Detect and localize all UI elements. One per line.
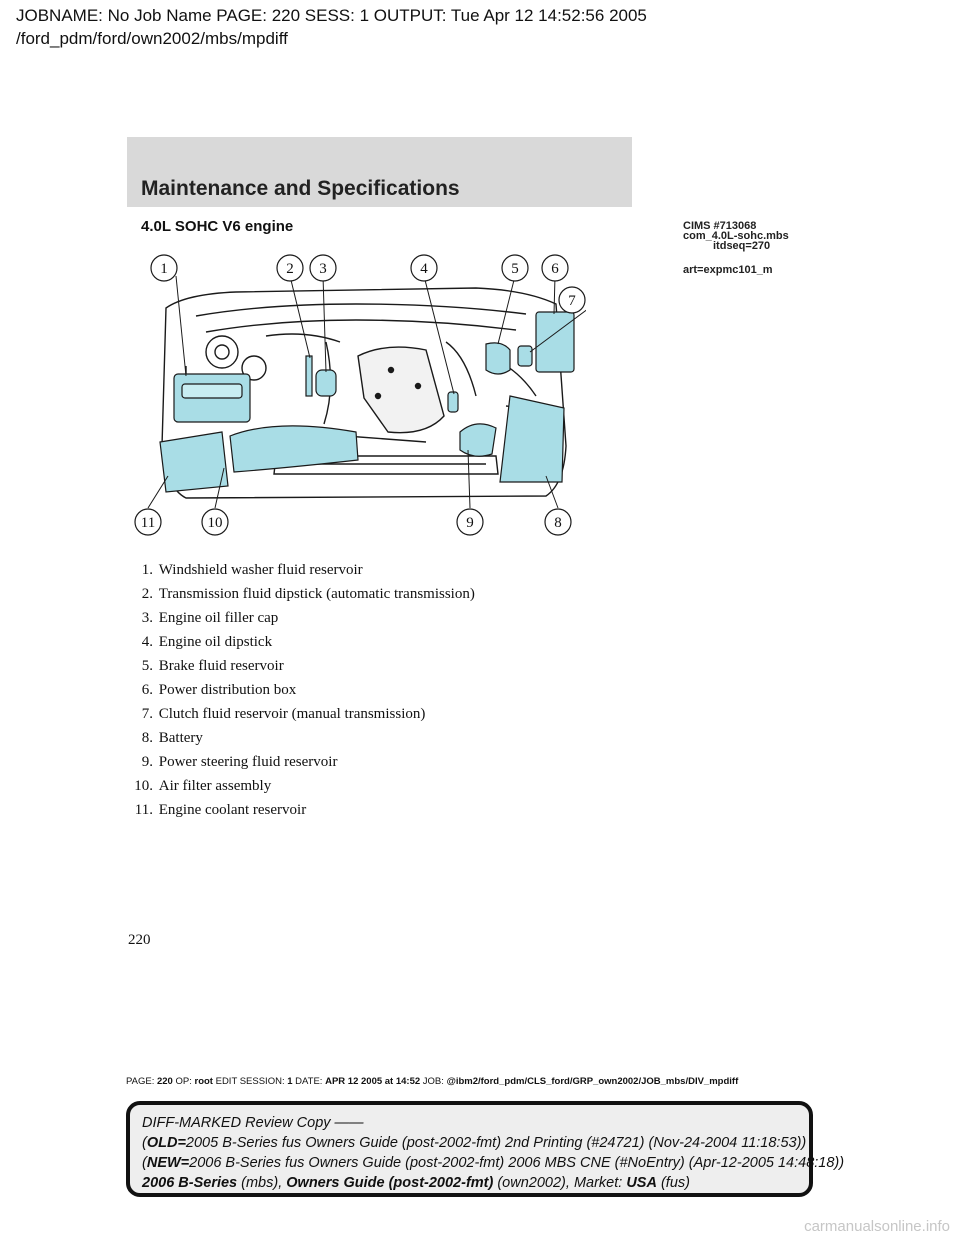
list-item (121, 654, 475, 678)
trans-dipstick-shape (306, 356, 312, 396)
callout-3 (310, 255, 336, 281)
callout-11-label: 11 (140, 515, 156, 531)
callout-11 (135, 509, 161, 535)
air-filter-shape (230, 426, 358, 472)
list-item (121, 558, 475, 582)
footer-op-label: OP: (175, 1076, 192, 1087)
list-item-label: Clutch fluid reservoir (manual transmission) (158, 706, 426, 722)
list-item-number: 8. (141, 730, 153, 746)
ps-reservoir-shape (460, 424, 496, 456)
callout-10-label: 10 (207, 515, 223, 531)
diff-new-value: 2006 B-Series fus Owners Guide (post-2002-fmt) 2006 MBS CNE (#NoEntry) (Apr-12-2005 14:48:18)) (189, 1155, 845, 1171)
list-item-number: 1. (141, 562, 153, 578)
job-header-line-2: /ford_pdm/ford/own2002/mbs/mpdiff (16, 29, 288, 48)
list-item-label: Brake fluid reservoir (158, 658, 284, 674)
list-item-label: Transmission fluid dipstick (automatic transmission) (158, 586, 475, 602)
callout-7-label: 7 (568, 293, 576, 309)
callout-8-label: 8 (554, 515, 562, 531)
callout-5 (502, 255, 528, 281)
diff-old-value: 2005 B-Series fus Owners Guide (post-2002-fmt) 2nd Printing (#24721) (Nov-24-2004 11:18:53)) (185, 1135, 807, 1151)
oil-dipstick-shape (448, 392, 458, 412)
diff-market-label: Market: (573, 1175, 627, 1191)
list-item-label: Windshield washer fluid reservoir (158, 562, 363, 578)
callout-10 (202, 509, 228, 535)
list-item (121, 582, 475, 606)
job-header (16, 4, 916, 50)
callout-9 (457, 509, 483, 535)
callout-9-label: 9 (466, 515, 474, 531)
art-reference: art=expmc101_m (683, 264, 773, 276)
footer-session-label: EDIT SESSION: (215, 1076, 285, 1087)
diff-guide: Owners Guide (post-2002-fmt) (286, 1175, 494, 1191)
cims-seq: itdseq=270 (713, 240, 771, 252)
callout-1-label: 1 (160, 261, 168, 277)
battery-shape (500, 396, 564, 482)
list-item-label: Engine oil filler cap (158, 610, 279, 626)
oil-filler-cap-shape (316, 370, 336, 396)
section-banner (127, 137, 632, 207)
list-item-label: Engine coolant reservoir (158, 802, 307, 818)
list-item-number: 10. (134, 778, 153, 794)
diff-new-label: NEW= (146, 1155, 190, 1171)
callout-2-label: 2 (286, 261, 294, 277)
callout-8 (545, 509, 571, 535)
callout-1 (151, 255, 177, 281)
list-item-number: 9. (141, 754, 153, 770)
diff-meta-line (142, 1173, 797, 1193)
engine-diagram-svg (126, 246, 586, 546)
list-item-label: Power distribution box (158, 682, 297, 698)
cims-note (683, 221, 883, 251)
footer-date-label: DATE: (295, 1076, 323, 1087)
diff-old-label: OLD= (146, 1135, 186, 1151)
list-item (121, 750, 475, 774)
list-item-number: 7. (141, 706, 153, 722)
footer-page-value: 220 (156, 1076, 173, 1087)
callout-4 (411, 255, 437, 281)
list-item (121, 606, 475, 630)
footer-job-value: @ibm2/ford_pdm/CLS_ford/GRP_own2002/JOB_mbs/DIV_mpdiff (446, 1076, 739, 1087)
list-item-label: Engine oil dipstick (158, 634, 273, 650)
callout-5-label: 5 (511, 261, 519, 277)
callout-3-label: 3 (319, 261, 327, 277)
engine-subheading: 4.0L SOHC V6 engine (141, 218, 294, 235)
diff-old-line: (OLD=2005 B-Series fus Owners Guide (post-2002-fmt) 2nd Printing (#24721) (Nov-24-2004 11:18:53)) (142, 1135, 807, 1151)
list-item-number: 6. (141, 682, 153, 698)
list-item (121, 702, 475, 726)
list-item (121, 798, 475, 822)
list-item-number: 2. (141, 586, 153, 602)
engine-diagram (126, 246, 586, 546)
footer-date-value: APR 12 2005 at 14:52 (325, 1076, 421, 1087)
watermark: carmanualsonline.info (804, 1218, 950, 1235)
diff-market-value: USA (626, 1175, 657, 1191)
callout-4-label: 4 (420, 261, 428, 277)
list-item-label: Power steering fluid reservoir (158, 754, 338, 770)
list-item (121, 678, 475, 702)
cims-id: CIMS #713068 (683, 220, 757, 232)
distribution-box-shape (536, 312, 574, 372)
clutch-reservoir-shape (518, 346, 532, 366)
diff-title: DIFF-MARKED Review Copy —— (142, 1115, 364, 1131)
diff-model: 2006 B-Series (142, 1175, 238, 1191)
diff-guide-code: (own2002), (493, 1175, 574, 1191)
list-item (121, 630, 475, 654)
diff-market-code: (fus) (656, 1175, 690, 1191)
list-item-number: 5. (141, 658, 153, 674)
parts-list (121, 558, 475, 822)
list-item-label: Air filter assembly (158, 778, 272, 794)
job-header-line-1: JOBNAME: No Job Name PAGE: 220 SESS: 1 OUTPUT: Tue Apr 12 14:52:56 2005 (16, 6, 647, 25)
callout-7 (559, 287, 585, 313)
page-number: 220 (128, 932, 151, 948)
print-footer (126, 1076, 946, 1087)
footer-op-value: root (194, 1076, 213, 1087)
list-item (121, 774, 475, 798)
footer-job-label: JOB: (422, 1076, 444, 1087)
section-title: Maintenance and Specifications (141, 177, 460, 200)
callout-6-label: 6 (551, 261, 559, 277)
cims-file: com_4.0L-sohc.mbs (683, 230, 789, 242)
brake-reservoir-shape (486, 343, 510, 374)
diff-new-line: (NEW=2006 B-Series fus Owners Guide (post-2002-fmt) 2006 MBS CNE (#NoEntry) (Apr-12-2005 14:48:18)) (142, 1155, 845, 1171)
list-item-number: 11. (134, 802, 153, 818)
footer-page-label: PAGE: (126, 1076, 155, 1087)
callout-6 (542, 255, 568, 281)
callout-2 (277, 255, 303, 281)
coolant-reservoir-shape (160, 432, 228, 492)
diff-model-code: (mbs), (237, 1175, 287, 1191)
diff-review-box (126, 1101, 845, 1197)
footer-session-value: 1 (287, 1076, 293, 1087)
list-item (121, 726, 475, 750)
list-item-number: 4. (141, 634, 153, 650)
list-item-number: 3. (141, 610, 153, 626)
list-item-label: Battery (158, 730, 203, 746)
